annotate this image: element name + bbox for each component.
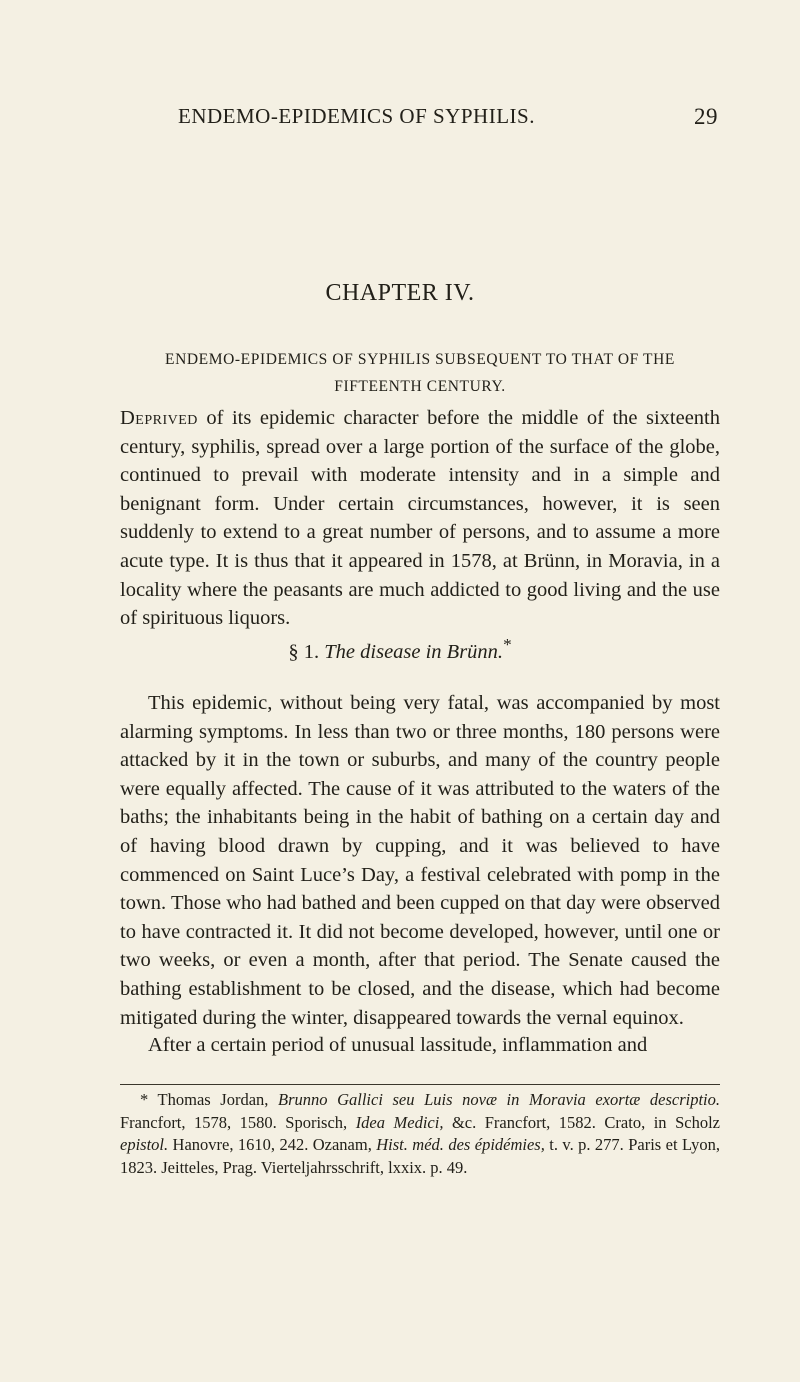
footnote-title-3: epistol.: [120, 1135, 169, 1155]
footnote-title-4: Hist. méd. des épidémies,: [376, 1135, 545, 1155]
footnote-title-1: Brunno Gallici seu Luis novæ in Moravia exortæ descriptio.: [278, 1090, 720, 1109]
paragraph-1-text: of its epidemic character before the middle of the sixteenth century, syphilis, spread over a large portion of the surface of the globe, continued to prevail with moderate intensity and in a simple and benignant form. Under certain circumstances, however, it is seen suddenly to extend to a great number of persons, and to assume a more acute type. It is thus that it appeared in 1578, at Brünn, in Moravia, in a locality where the peasants are much addicted to good living and the use of spirituous liquors.: [120, 407, 720, 630]
paragraph-3: After a certain period of unusual lassitude, inflammation and: [148, 1034, 648, 1056]
chapter-title: CHAPTER IV.: [325, 280, 475, 306]
footnote-text-1: Thomas Jordan,: [148, 1090, 278, 1109]
footnote-text-3: &c. Francfort, 1582. Crato, in Scholz: [443, 1112, 720, 1132]
footnote-text-4: Hanovre, 1610, 242. Ozanam,: [168, 1135, 377, 1155]
footnote: [120, 1089, 720, 1179]
footnote-title-2: Idea Medici,: [355, 1112, 444, 1132]
chapter-subtitle: [120, 346, 720, 400]
paragraph-2: This epidemic, without being very fatal, was accompanied by most alarming symptoms. In less than two or three months, 180 persons were attacked by it in the town or suburbs, and many of the country people were equally affected. The cause of it was attributed to the waters of the baths; the inhabitants being in the habit of bathing on a certain day and of having blood drawn by cupping, and it was believed to have commenced on Saint Luce’s Day, a festival celebrated with pomp in the town. Those who had bathed and been cupped on that day were observed to have contracted it. It did not become developed, however, until one or two weeks, or even a month, after that period. The Senate caused the bathing establishment to be closed, and the disease, which had become mitigated during the winter, disappeared towards the vernal equinox.: [120, 692, 720, 1029]
footnote-marker: *: [140, 1090, 149, 1109]
footnote-text-2: Francfort, 1578, 1580. Sporisch,: [120, 1112, 356, 1132]
footnote-divider: [120, 1084, 720, 1085]
section-number: § 1.: [288, 640, 320, 663]
section-title: The disease in Brünn.: [324, 640, 504, 663]
page-number: 29: [694, 104, 718, 129]
running-title: ENDEMO-EPIDEMICS OF SYPHILIS.: [178, 104, 535, 128]
chapter-subtitle-line-1: ENDEMO-EPIDEMICS OF SYPHILIS SUBSEQUENT TO THAT OF THE: [165, 351, 675, 368]
paragraph-1-lead-word: Deprived: [120, 407, 198, 429]
section-heading: [0, 635, 800, 664]
paragraph-1: [120, 404, 720, 633]
footnote-reference: *: [503, 635, 512, 654]
footnote-text-5: t. v. p. 277. Paris et Lyon, 1823. Jeitteles, Prag. Vierteljahrsschrift, lxxix. p. 49.: [120, 1135, 721, 1177]
chapter-subtitle-line-2: FIFTEENTH CENTURY.: [334, 378, 506, 395]
